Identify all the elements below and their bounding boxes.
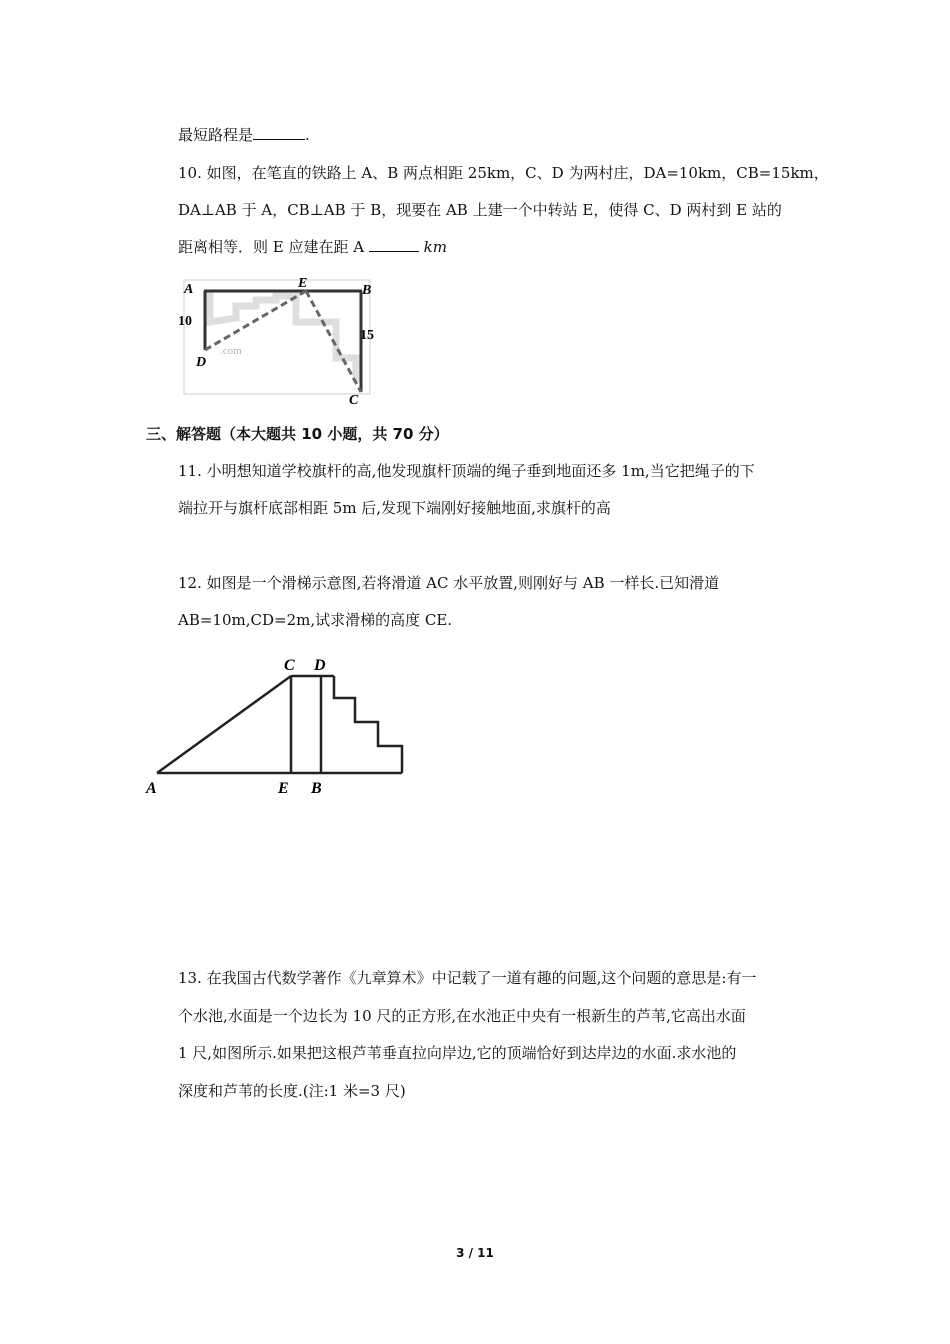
q12-line2: AB=10m,CD=2m,试求滑梯的高度 CE. [178,611,453,629]
page-number: 3 / 11 [456,1246,494,1260]
q12-figure [140,648,420,800]
q10-line2: DA⊥AB 于 A，CB⊥AB 于 B，现要在 AB 上建一个中转站 E，使得 C、D 两村到 E 站的 [178,201,782,219]
slide-AC [157,676,291,773]
q11-line1: 11. 小明想知道学校旗杆的高,他发现旗杆顶端的绳子垂到地面还多 1m,当它把绳子的下 [178,462,755,480]
label-D: D [196,355,207,370]
q10-line1: 10. 如图，在笔直的铁路上 A、B 两点相距 25km，C、D 为两村庄，DA=10km，CB=15km， [178,164,829,182]
label-A: A [184,282,194,297]
label-C: C [349,393,359,408]
q11-line2: 端拉开与旗杆底部相距 5m 后,发现下端刚好接触地面,求旗杆的高 [178,499,611,517]
answer-blank [253,125,305,140]
label-E: E [278,780,289,797]
label-len-CB: 15 [360,328,374,343]
q13-line1: 13. 在我国古代数学著作《九章算术》中记载了一道有趣的问题,这个问题的意思是:有一 [178,969,757,987]
watermark: .com [220,345,242,357]
section3-title: 三、解答题（本大题共 10 小题，共 70 分） [146,425,449,443]
label-C: C [284,657,295,674]
answer-blank [369,237,419,252]
stairs [334,676,402,773]
label-D: D [314,657,326,674]
q9-tail: 最短路程是 . [178,126,310,144]
label-B: B [362,283,372,298]
label-E: E [298,276,308,291]
q12-line1: 12. 如图是一个滑梯示意图,若将滑道 AC 水平放置,则刚好与 AB 一样长.已知滑道 [178,574,720,592]
q13-line3: 1 尺,如图所示.如果把这根芦苇垂直拉向岸边,它的顶端恰好到达岸边的水面.求水池的 [178,1044,737,1062]
label-B: B [311,780,322,797]
q13-line2: 个水池,水面是一个边长为 10 尺的正方形,在水池正中央有一根新生的芦苇,它高出水面 [178,1007,746,1025]
q10-line3: 距离相等．则 E 应建在距 A km [178,238,447,256]
q13-line4: 深度和芦苇的长度.(注:1 米=3 尺) [178,1082,406,1100]
label-len-DA: 10 [178,314,192,329]
label-A: A [146,780,157,797]
q10-figure [176,274,376,409]
